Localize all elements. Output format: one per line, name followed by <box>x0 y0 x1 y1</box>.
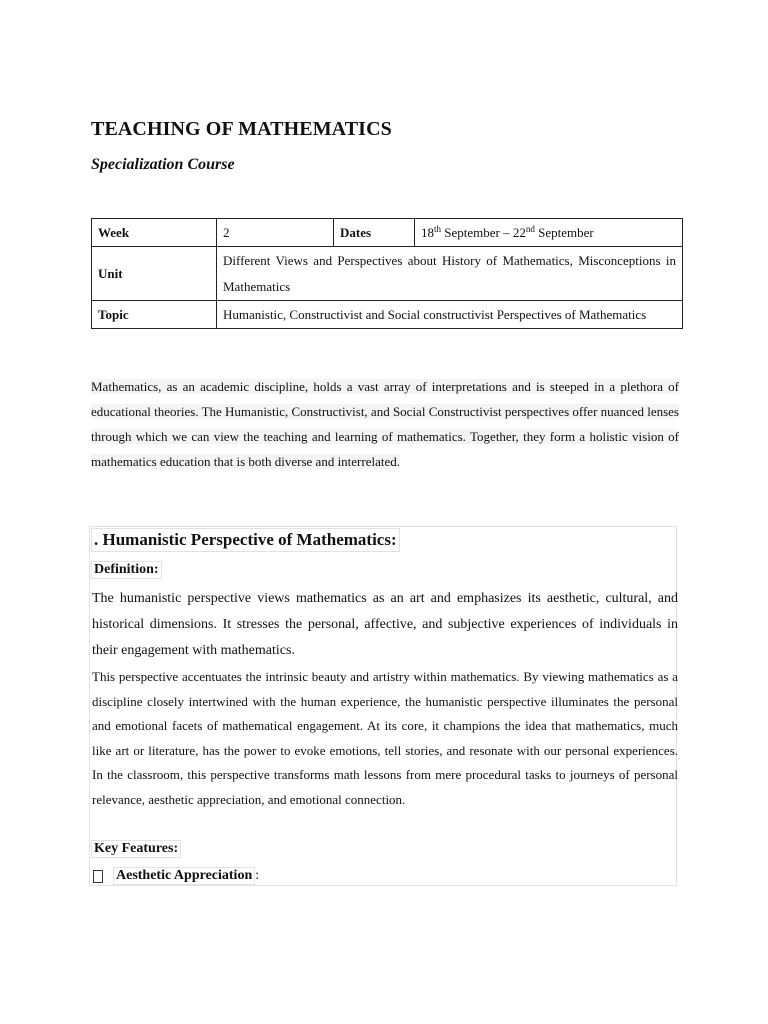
key-features-label: Key Features: <box>91 840 181 858</box>
feature-suffix: : <box>255 868 260 883</box>
document-title: TEACHING OF MATHEMATICS <box>91 118 392 140</box>
unit-label: Unit <box>92 247 217 301</box>
missing-glyph-box-icon <box>93 870 103 883</box>
dates-start-day: 18 <box>421 225 434 240</box>
document-subtitle: Specialization Course <box>91 156 235 173</box>
unit-value: Different Views and Perspectives about History of Mathematics, Misconceptions in Mathematics <box>217 247 683 301</box>
humanistic-section <box>89 526 677 886</box>
dates-value <box>415 219 683 247</box>
list-item <box>91 867 259 885</box>
table-row-topic <box>92 301 683 329</box>
definition-paragraph: The humanistic perspective views mathematics as an art and emphasizes its aesthetic, cultural, and historical dimensions. It stresses the personal, affective, and subjective experiences of individuals in their engagement with mathematics. <box>92 591 678 658</box>
week-label: Week <box>92 219 217 247</box>
dates-end-suffix: nd <box>525 224 535 234</box>
table-row-week <box>92 219 683 247</box>
dates-end-day: 22 <box>512 225 526 240</box>
week-value: 2 <box>217 219 334 247</box>
intro-paragraph <box>91 374 679 474</box>
section-heading: . Humanistic Perspective of Mathematics: <box>91 528 400 552</box>
topic-value: Humanistic, Constructivist and Social constructivist Perspectives of Mathematics <box>217 301 683 329</box>
course-info-table <box>91 218 683 329</box>
dates-end-month: September <box>534 225 594 240</box>
dates-start-month: September – <box>441 225 513 240</box>
feature-label: Aesthetic Appreciation <box>113 867 255 885</box>
topic-label: Topic <box>92 301 217 329</box>
dates-start-suffix: th <box>434 224 442 234</box>
dates-label: Dates <box>334 219 415 247</box>
definition-label: Definition: <box>91 561 162 579</box>
perspective-paragraph: This perspective accentuates the intrinsic beauty and artistry within mathematics. By viewing mathematics as a discipline closely intertwined with the human experience, the humanistic perspective illuminates the personal and emotional facets of mathematical engagement. At its core, it champions the idea that mathematics, much like art or literature, has the power to evoke emotions, tell stories, and resonate with our personal experiences. In the classroom, this perspective transforms math lessons from mere procedural tasks to journeys of personal relevance, aesthetic appreciation, and emotional connection. <box>92 669 678 807</box>
table-row-unit <box>92 247 683 301</box>
intro-text: Mathematics, as an academic discipline, holds a vast array of interpretations and is steeped in a plethora of educational theories. The Humanistic, Constructivist, and Social Constructivist perspectives offer nuanced lenses through which we can view the teaching and learning of mathematics. Together, they form a holistic vision of mathematics education that is both diverse and interrelated. <box>91 379 679 469</box>
